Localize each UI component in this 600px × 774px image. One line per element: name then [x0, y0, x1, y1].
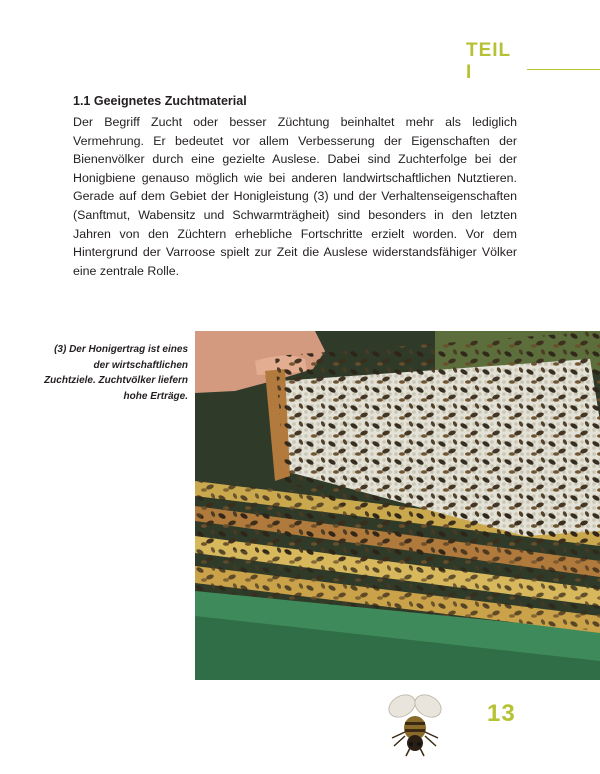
- section-title: 1.1 Geeignetes Zuchtmaterial: [73, 94, 247, 108]
- section-body: Der Begriff Zucht oder besser Züchtung beinhaltet mehr als lediglich Vermehrung. Er bedeutet vor allem Verbesserung der Eigenschaften der Bienenvölker durch eine gezielte Auslese. Dabei sind Zuchterfolge bei der Honigbiene genauso möglich wie bei anderen landwirtschaftlichen Nutztieren. Gerade auf dem Gebiet der Honigleistung (3) und der Verhaltenseigenschaften (Sanftmut, Wabensitz und Schwarmträgheit) sind besonders in den letzten Jahren von den Züchtern erhebliche Fortschritte erzielt worden. Vor dem Hintergrund der Varroose spielt zur Zeit die Auslese widerstandsfähiger Völker eine zentrale Rolle.: [73, 115, 517, 278]
- page-number: 13: [487, 700, 516, 727]
- figure-caption: (3) Der Honigertrag ist eines der wirtschaftlichen Zuchtziele. Zuchtvölker liefern hohe Erträge.: [44, 344, 188, 402]
- part-header: [466, 40, 600, 84]
- part-label: TEIL I: [466, 40, 511, 83]
- part-rule: [527, 69, 600, 70]
- beehive-photo: [195, 331, 600, 680]
- bee-illustration: [382, 688, 448, 763]
